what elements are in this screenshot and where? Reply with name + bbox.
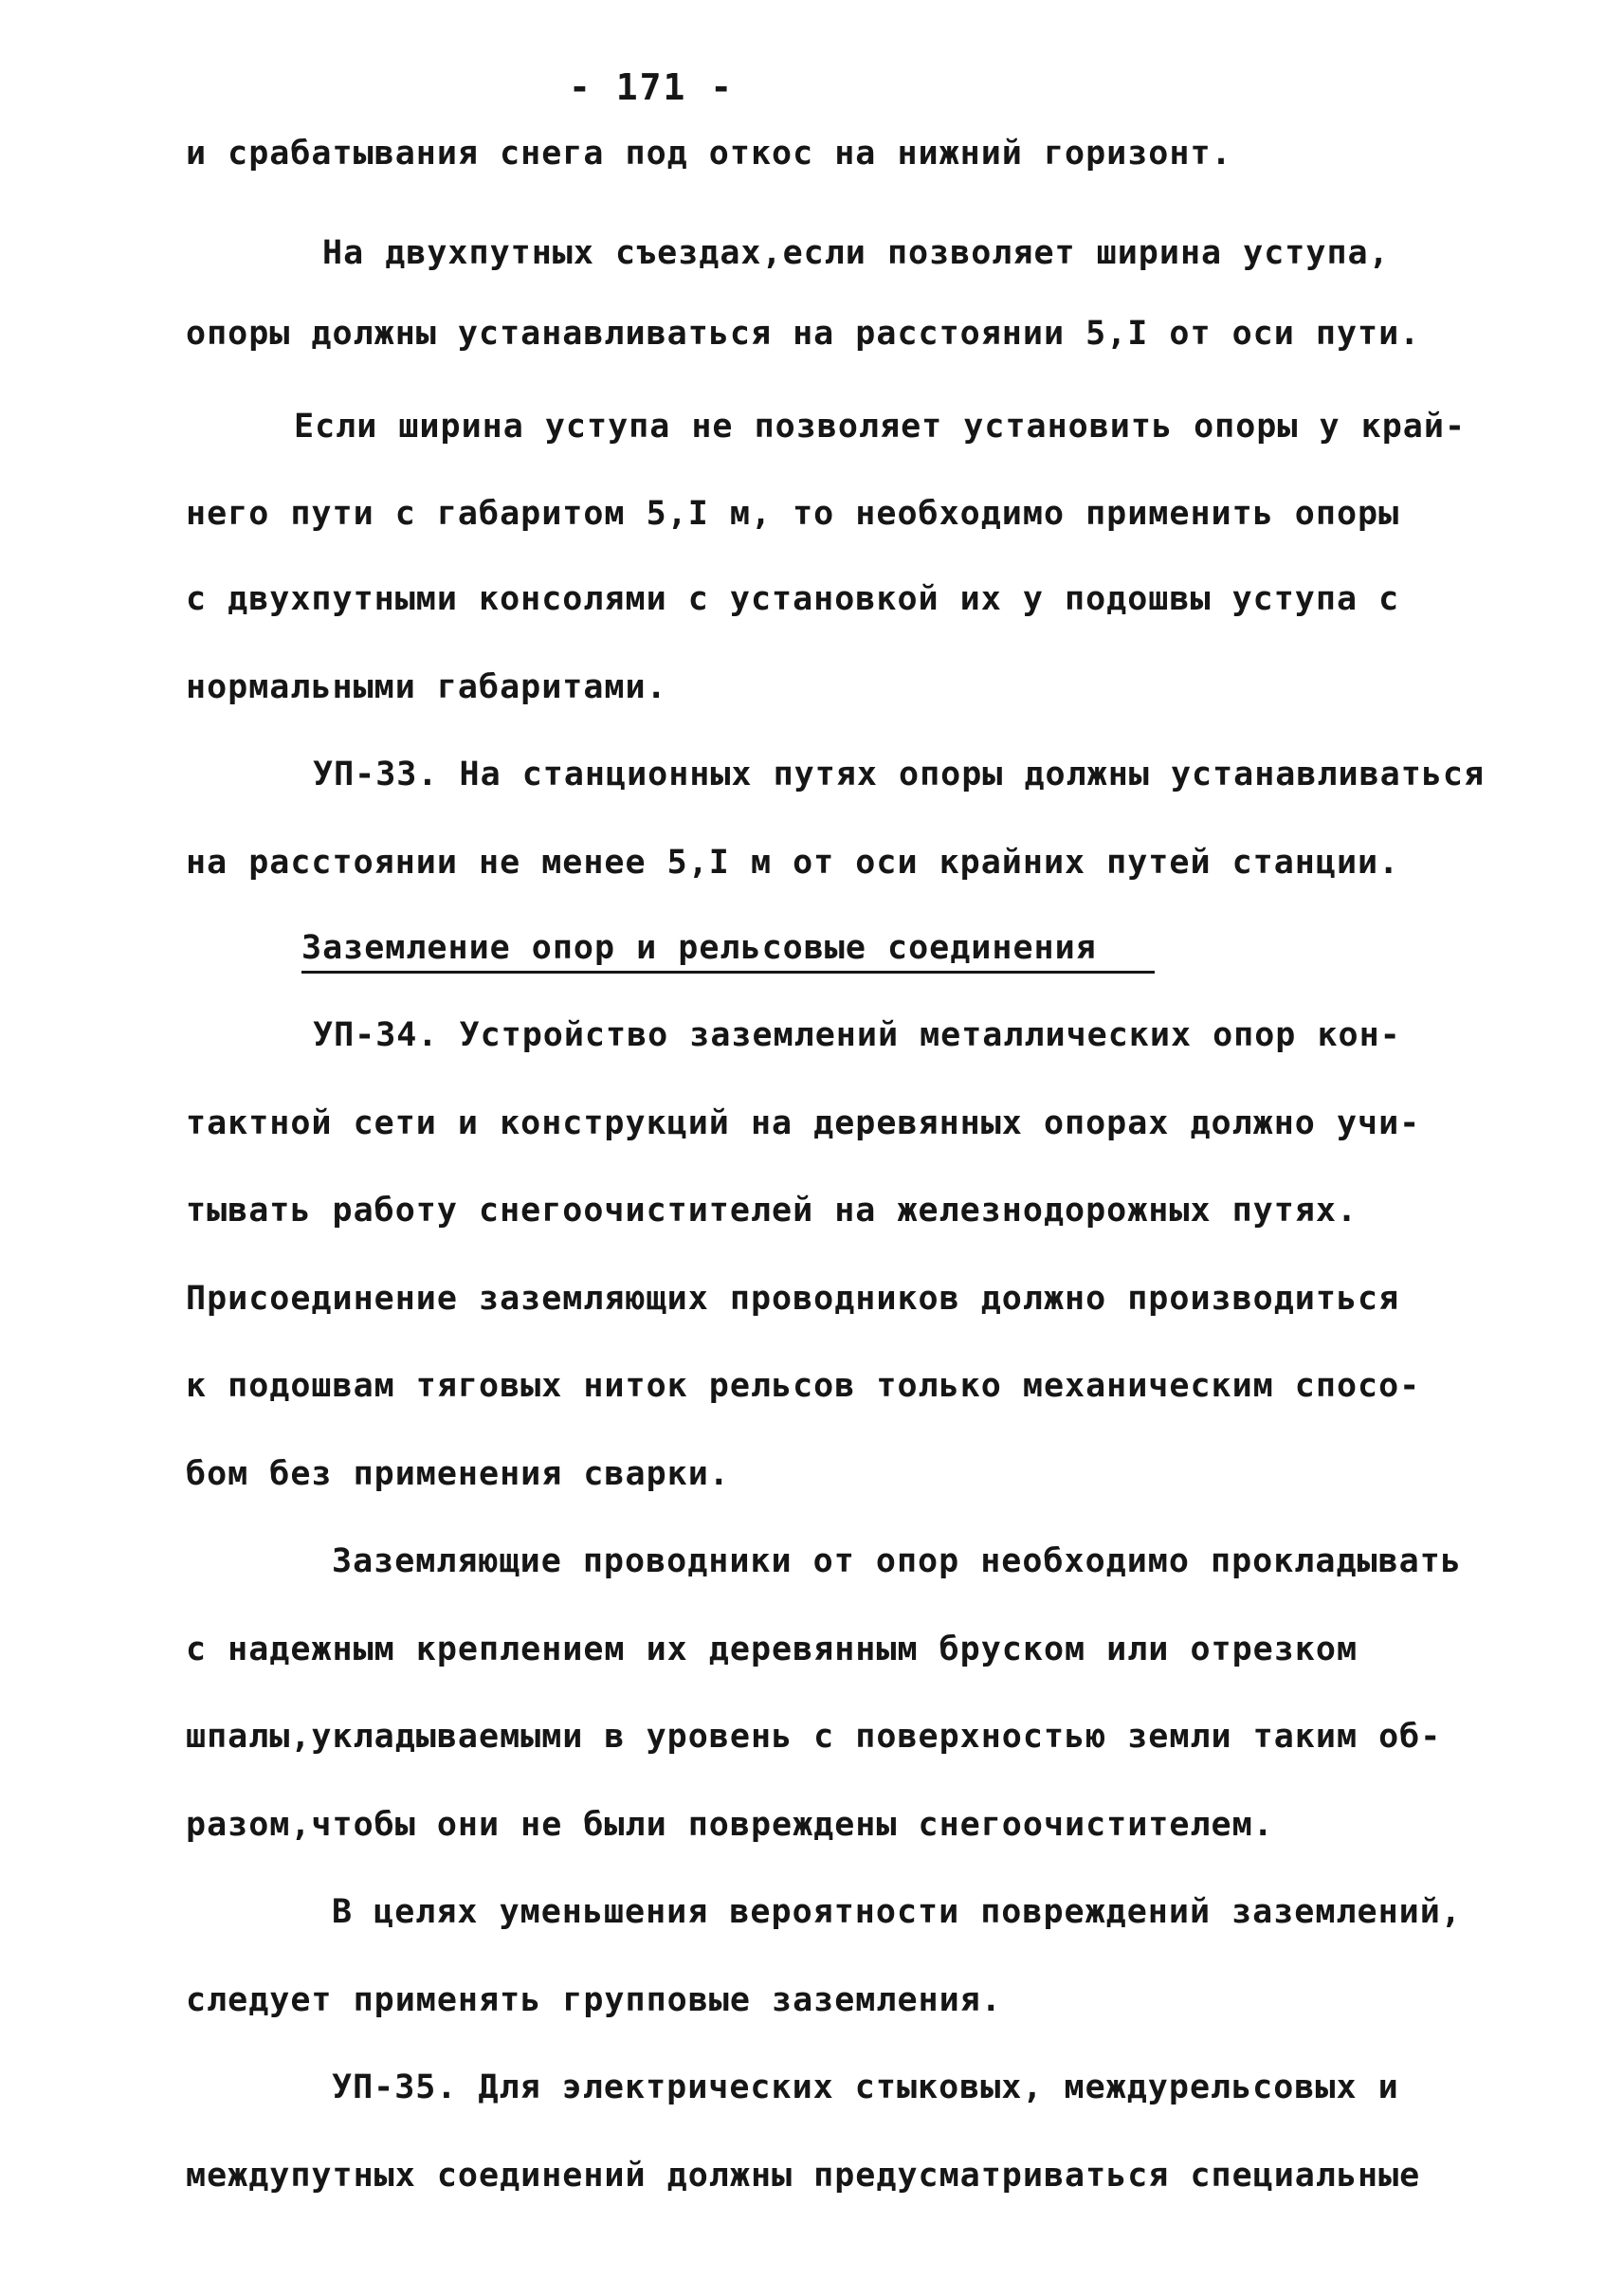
text-line: на расстоянии не менее 5,I м от оси крайних путей станции. — [186, 844, 1400, 882]
text-line: разом,чтобы они не были повреждены снегоочистителем. — [186, 1806, 1274, 1844]
text-line: УП-34. Устройство заземлений металлических опор кон- — [313, 1016, 1401, 1054]
text-line: В целях уменьшения вероятности повреждений заземлений, — [332, 1893, 1462, 1931]
text-line: Если ширина уступа не позволяет установить опоры у край- — [294, 408, 1467, 446]
text-line: УП-35. Для электрических стыковых, междурельсовых и — [332, 2068, 1399, 2106]
text-line: к подошвам тяговых ниток рельсов только механическим спосо- — [186, 1367, 1421, 1405]
text-line: бом без применения сварки. — [186, 1455, 730, 1493]
text-line: шпалы,укладываемыми в уровень с поверхностью земли таким об- — [186, 1718, 1442, 1756]
text-line: следует применять групповые заземления. — [186, 1981, 1002, 2019]
text-line: опоры должны устанавливаться на расстоянии 5,I от оси пути. — [186, 315, 1421, 353]
text-line: междупутных соединений должны предусматриваться специальные — [186, 2157, 1421, 2195]
text-line: него пути с габаритом 5,I м, то необходимо применить опоры — [186, 495, 1400, 533]
text-line: УП-33. На станционных путях опоры должны устанавливаться — [313, 756, 1486, 793]
section-heading: Заземление опор и рельсовые соединения — [301, 929, 1097, 967]
text-line: Присоединение заземляющих проводников должно производиться — [186, 1280, 1400, 1318]
text-line: тывать работу снегоочистителей на железнодорожных путях. — [186, 1192, 1359, 1230]
text-line: и срабатывания снега под откос на нижний горизонт. — [186, 135, 1232, 173]
page-number: - 171 - — [569, 66, 735, 108]
heading-underline — [301, 971, 1155, 974]
text-line: Заземляющие проводники от опор необходимо прокладывать — [332, 1542, 1462, 1580]
text-line: с двухпутными консолями с установкой их у подошвы уступа с — [186, 580, 1400, 618]
text-line: На двухпутных съездах,если позволяет ширина уступа, — [322, 234, 1390, 272]
text-line: тактной сети и конструкций на деревянных опорах должно учи- — [186, 1104, 1421, 1142]
text-line: нормальными габаритами. — [186, 668, 667, 706]
text-line: с надежным креплением их деревянным бруском или отрезком — [186, 1631, 1359, 1668]
